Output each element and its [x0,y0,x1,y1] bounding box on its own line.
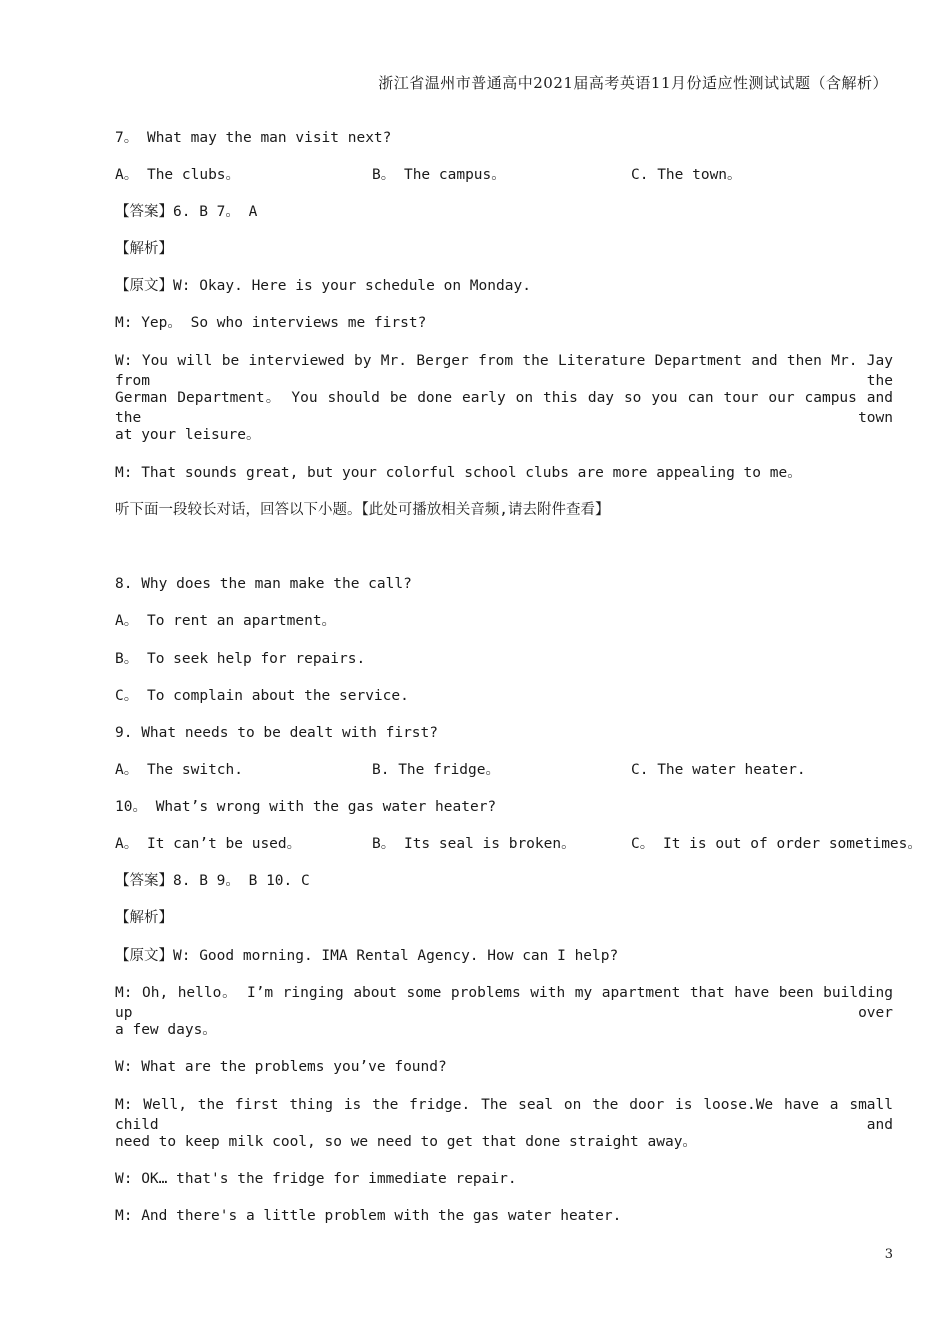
question-9: 9. What needs to be dealt with first? [115,725,439,741]
transcript-line: need to keep milk cool, so we need to get that done straight away。 [115,1134,697,1150]
option-c: C. The water heater. [631,762,806,778]
option-c: C. The town。 [631,167,742,183]
option-a: A。 It can’t be used。 [115,836,302,852]
question-10: 10。 What’s wrong with the gas water heater? [115,799,497,815]
option-a: A。 To rent an apartment。 [115,613,337,629]
transcript-line: M: Yep。 So who interviews me first? [115,315,427,331]
question-7: 7。 What may the man visit next? [115,130,392,146]
analysis-label: 【解析】 [115,241,173,257]
transcript-line: W: You will be interviewed by Mr. Berger from the Literature Department and then Mr. Jay from the [115,353,893,389]
option-c: C。 To complain about the service. [115,688,409,704]
answer-line: 【答案】6. B 7。 A [115,204,258,220]
option-b: B。 Its seal is broken。 [372,836,576,852]
listening-instruction: 听下面一段较长对话，回答以下小题。【此处可播放相关音频,请去附件查看】 [115,502,610,518]
analysis-label: 【解析】 [115,910,173,926]
transcript-line: 【原文】W: Good morning. IMA Rental Agency. How can I help? [115,948,619,964]
option-c: C。 It is out of order sometimes。 [631,836,922,852]
transcript-line: M: And there's a little problem with the gas water heater. [115,1208,622,1224]
option-b: B。 To seek help for repairs. [115,651,366,667]
option-b: B。 The campus。 [372,167,506,183]
question-8: 8. Why does the man make the call? [115,576,412,592]
transcript-line: M: Well, the first thing is the fridge. The seal on the door is loose.We have a small child and [115,1097,893,1133]
transcript-line: at your leisure。 [115,427,261,443]
transcript-line: W: What are the problems you’ve found? [115,1059,447,1075]
option-a: A。 The switch. [115,762,243,778]
transcript-line: M: That sounds great, but your colorful school clubs are more appealing to me。 [115,465,802,481]
answer-line: 【答案】8. B 9。 B 10. C [115,873,310,889]
transcript-line: German Department。 You should be done early on this day so you can tour our campus and the town [115,390,893,426]
option-b: B. The fridge。 [372,762,500,778]
page-header: 浙江省温州市普通高中2021届高考英语11月份适应性测试试题（含解析） [378,74,888,92]
page-number: 3 [884,1247,893,1262]
transcript-line: M: Oh, hello。 I’m ringing about some problems with my apartment that have been building up over [115,985,893,1021]
transcript-line: W: OK… that's the fridge for immediate repair. [115,1171,517,1187]
transcript-line: 【原文】W: Okay. Here is your schedule on Monday. [115,278,531,294]
transcript-line: a few days。 [115,1022,217,1038]
option-a: A。 The clubs。 [115,167,241,183]
